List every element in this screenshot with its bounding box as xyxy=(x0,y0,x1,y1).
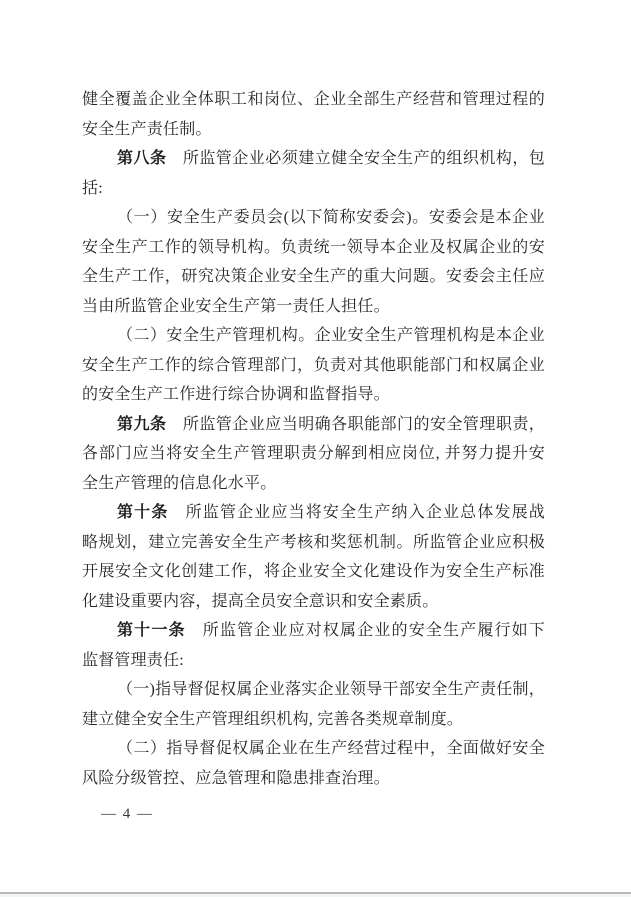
text-line xyxy=(82,498,545,528)
text-line: 的安全生产工作进行综合协调和监督指导。 xyxy=(82,386,390,403)
text-line: 风险分级管控、应急管理和隐患排查治理。 xyxy=(82,769,390,787)
document-body xyxy=(82,85,545,793)
text-line: 全生产工作，研究决策企业安全生产的重大问题。安委会主任应 xyxy=(82,268,545,285)
article-heading: 第十条 xyxy=(117,504,169,521)
article-heading: 第九条 xyxy=(117,415,167,433)
line-text: 所监管企业应对权属企业的安全生产履行如下 xyxy=(185,622,545,639)
text-line: 安全生产责任制。 xyxy=(82,120,212,138)
text-line xyxy=(82,144,545,174)
line-text: 所监管企业应当将安全生产纳入企业总体发展战 xyxy=(168,504,545,521)
text-line: 当由所监管企业安全生产第一责任人担任。 xyxy=(82,297,390,315)
text-line: 监督管理责任: xyxy=(82,651,184,669)
page-number: — 4 — xyxy=(101,806,154,822)
text-line: （一)指导督促权属企业落实企业领导干部安全生产责任制， xyxy=(117,681,545,698)
text-line: 全生产管理的信息化水平。 xyxy=(82,474,277,492)
text-line: （二）指导督促权属企业在生产经营过程中，全面做好安全 xyxy=(117,740,545,757)
text-line: 建立健全安全生产管理组织机构, 完善各类规章制度。 xyxy=(82,710,464,728)
text-line: 开展安全文化创建工作，将企业安全文化建设作为安全生产标准 xyxy=(82,563,545,580)
article-heading: 第十一条 xyxy=(117,622,186,639)
line-text: 所监管企业必须建立健全安全生产的组织机构，包 xyxy=(166,150,545,167)
text-line xyxy=(82,410,545,440)
text-line xyxy=(82,616,545,646)
text-line: 化建设重要内容，提高全员安全意识和安全素质。 xyxy=(82,592,439,610)
text-line: 安全生产工作的领导机构。负责统一领导本企业及权属企业的安 xyxy=(82,238,545,256)
text-line: 安全生产工作的综合管理部门，负责对其他职能部门和权属企业 xyxy=(82,356,545,374)
article-heading: 第八条 xyxy=(117,150,167,167)
text-line: 略规划，建立完善安全生产考核和奖惩机制。所监管企业应积极 xyxy=(82,533,545,551)
text-line: （二）安全生产管理机构。企业安全生产管理机构是本企业 xyxy=(117,327,545,344)
text-line: （一）安全生产委员会(以下简称安委会)。安委会是本企业 xyxy=(117,209,545,226)
text-line: 各部门应当将安全生产管理职责分解到相应岗位, 并努力提升安 xyxy=(82,445,545,462)
line-text: 所监管企业应当明确各职能部门的安全管理职责， xyxy=(166,415,545,433)
text-line: 健全覆盖企业全体职工和岗位、企业全部生产经营和管理过程的 xyxy=(82,91,545,108)
text-line: 括: xyxy=(82,179,103,197)
